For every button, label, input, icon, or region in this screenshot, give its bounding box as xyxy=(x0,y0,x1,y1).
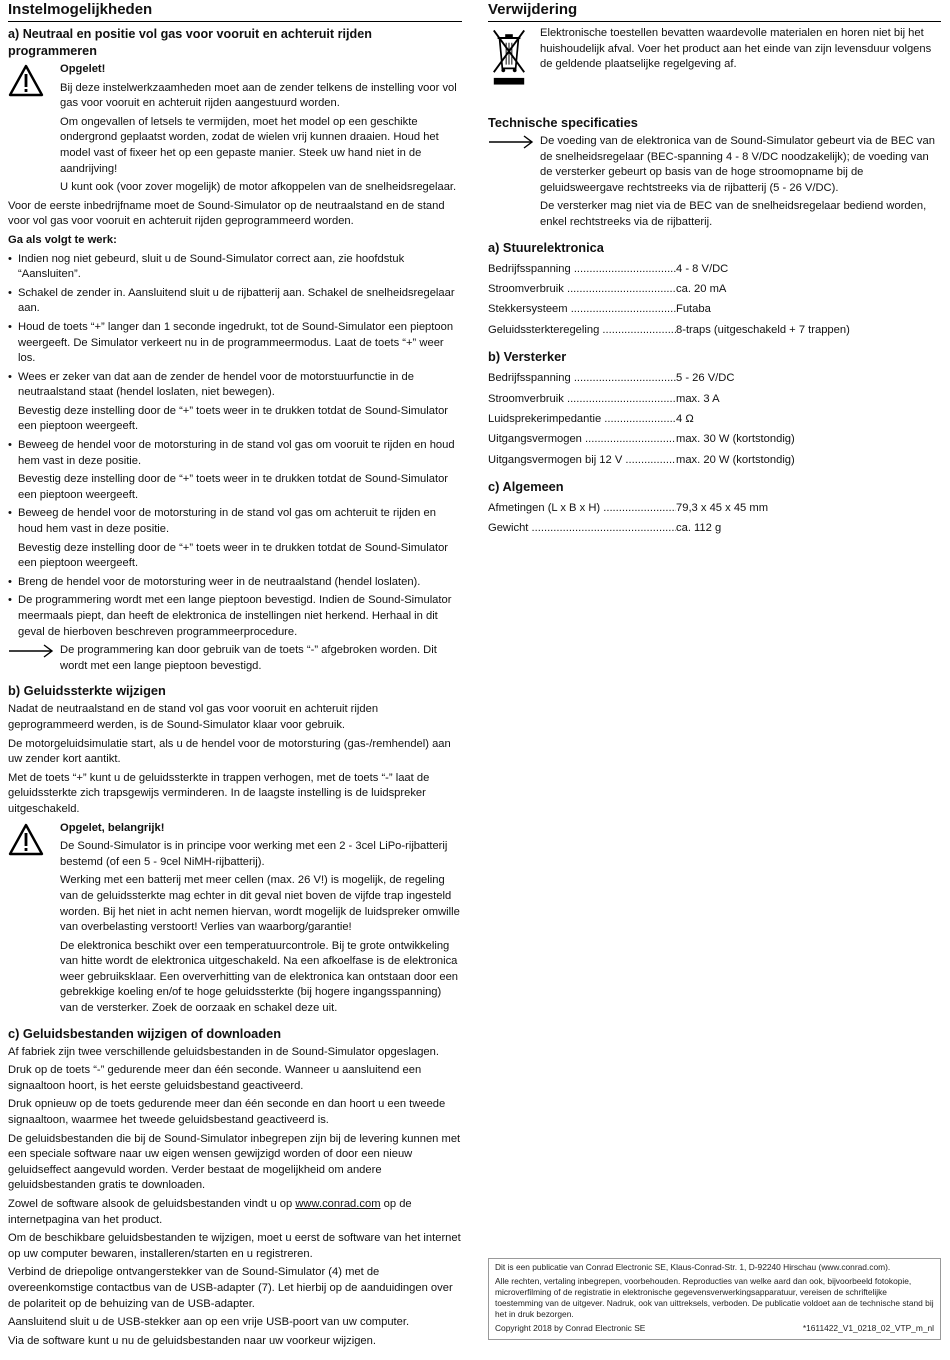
paragraph: Verbind de driepolige ontvangerstekker van de Sound-Simulator (4) met de overeenkomstige contactbus van de USB-adapter (7). Let hierbij op de aanduidingen over de polariteit op de behuizing van de USB-adapter. xyxy=(8,1266,453,1310)
right-column xyxy=(488,0,941,539)
paragraph: Zowel de software alsook de geluidsbestanden vindt u op www.conrad.com op de internetpagina van het product. xyxy=(8,1198,412,1226)
section-c-heading: c) Geluidsbestanden wijzigen of downloaden xyxy=(8,1025,282,1041)
warning-title: Opgelet! xyxy=(60,63,106,75)
list-item: • Breng de hendel voor de motorsturing weer in de neutraalstand (hendel loslaten). xyxy=(8,575,462,591)
imprint-rights: Alle rechten, vertaling inbegrepen, voorbehouden. Reproducties van welke aard dan ook, bijvoorbeeld fotokopie, microverfilming of de registratie in elektronische gegevensverwerkingsapparatuur, vereisen de schriftelijke toestemming van de uitgever. Nadruk, ook van uittreksels, verboden. De publicatie voldoet aan de technische stand bij het in druk bezorgen. xyxy=(495,1276,934,1319)
paragraph: De geluidsbestanden die bij de Sound-Simulator inbegrepen zijn bij de levering kunnen met een speciale software naar uw eigen wensen gewijzigd worden of door een nieuw geluidseffect aangevuld worden. Verder bestaat de mogelijkheid om andere geluidsbestanden gratis te downloaden. xyxy=(8,1132,461,1192)
list-item: • Indien nog niet gebeurd, sluit u de Sound-Simulator correct aan, zie hoofdstuk “Aansluiten”. xyxy=(8,252,462,283)
paragraph: Met de toets “+” kunt u de geluidssterkte in trappen verhogen, met de toets “-” laat de geluidssterkte zich trapsgewijs verminderen. In de laagste instelling is de luidspreker uitgeschakeld. xyxy=(8,771,430,815)
spec-group-heading: c) Algemeen xyxy=(488,479,564,495)
list-item: • Schakel de zender in. Aansluitend sluit u de rijbatterij aan. Schakel de snelheidsregelaar aan. xyxy=(8,286,462,317)
disposal-title: Verwijdering xyxy=(488,0,941,22)
list-item: • Houd de toets “+” langer dan 1 seconde ingedrukt, tot de Sound-Simulator een pieptoon weergeeft. De Simulator verkeert nu in de programmeermodus. Laat de toets “+” weer los. xyxy=(8,320,462,367)
note-block xyxy=(8,643,462,674)
spec-row: Bedrijfsspanning ..... 4 - 8 V/DC xyxy=(488,259,941,279)
note-text: De programmering kan door gebruik van de toets “-” afgebroken worden. Dit wordt met een lange pieptoon bevestigd. xyxy=(60,644,437,672)
copyright-text: Copyright 2018 by Conrad Electronic SE xyxy=(495,1323,646,1333)
paragraph: Druk opnieuw op de toets gedurende meer dan één seconde en dan hoort u een tweede signaaltoon, waarmee het tweede geluidsbestand geactiveerd is. xyxy=(8,1098,446,1127)
document-code: *1611422_V1_0218_02_VTP_m_nl xyxy=(802,1323,934,1333)
paragraph: Af fabriek zijn twee verschillende geluidsbestanden in de Sound-Simulator opgeslagen. xyxy=(8,1045,439,1058)
tech-paragraph: De versterker mag niet via de BEC van de snelheidsregelaar bediend worden, enkel rechtstreeks via de rijbatterij. xyxy=(540,200,927,228)
warning-block-b xyxy=(8,821,462,1017)
warning-paragraph: De elektronica beschikt over een temperatuurcontrole. Bij te grote ontwikkeling van hitte wordt de elektronica uitgeschakeld. Na een afkoelfase is de elektronica weer gebruiksklaar. Een oververhitting van de elektronica kan ontstaan door een gebrekkige koeling en/of te hoge geluidssterkte (bij hogere ingangsspanning) van de versterker. Zoek de oorzaak en schakel deze uit. xyxy=(60,939,459,1015)
warning-paragraph: Om ongevallen of letsels te vermijden, moet het model op een geschikte ondergrond geplaatst worden, zodat de wielen vrij kunnen draaien. Houd het model vast of fixeer het op een gepaste manier. Steek uw hand niet in de aandrijving! xyxy=(60,115,439,175)
spec-group-heading: b) Versterker xyxy=(488,349,567,365)
conrad-link[interactable]: www.conrad.com xyxy=(295,1198,381,1210)
list-item: • Beweeg de hendel voor de motorsturing in de stand vol gas om achteruit te rijden en houd hem vast in deze positie. Bevestig deze instelling door de “+” toets weer in te drukken totdat de Sound-Simulator een pieptoon weergeeft. xyxy=(8,506,462,571)
warning-paragraph: Bij deze instelwerkzaamheden moet aan de zender telkens de instelling voor vol gas voor vooruit en achteruit rijden aangestuurd worden. xyxy=(60,81,457,110)
tech-note-block xyxy=(488,134,941,231)
tech-title: Technische specificaties xyxy=(488,115,638,130)
paragraph: Via de software kunt u nu de geluidsbestanden naar uw voorkeur wijzigen. xyxy=(8,1334,376,1347)
spec-row: Uitgangsvermogen bij 12 V ..... max. 20 W (kortstondig) xyxy=(488,450,941,470)
paragraph: Aansluitend sluit u de USB-stekker aan op een vrije USB-poort van uw computer. xyxy=(8,1316,410,1329)
spec-row: Afmetingen (L x B x H) ..... 79,3 x 45 x 45 mm xyxy=(488,498,941,518)
arrow-right-icon xyxy=(488,135,534,149)
warning-paragraph: Werking met een batterij met meer cellen (max. 26 V!) is mogelijk, de regeling van de geluidssterkte mag echter in dit geval niet boven de vijfde trap ingesteld worden. Bij het niet in acht nemen hiervan, wordt mogelijk de luidspreker omwille van overbelasting verstoort! Verlies van waarborg/garantie! xyxy=(60,874,460,934)
page-title: Instelmogelijkheden xyxy=(8,0,462,22)
steps-heading: Ga als volgt te werk: xyxy=(8,233,117,246)
paragraph: Om de beschikbare geluidsbestanden te wijzigen, moet u eerst de software van het internet op uw computer bewaren, installeren/starten en u registreren. xyxy=(8,1232,461,1260)
paragraph: De motorgeluidsimulatie start, als u de hendel voor de motorsturing (gas-/remhendel) aan uw zender kort aantikt. xyxy=(8,737,451,766)
spec-row: Stroomverbruik ..... ca. 20 mA xyxy=(488,279,941,299)
list-item: • De programmering wordt met een lange pieptoon bevestigd. Indien de Sound-Simulator meermaals piept, dan heeft de elektronica de instellingen niet herkend. Herhaal in dit geval de hierboven beschreven programmeerprocedure. xyxy=(8,593,462,640)
imprint-box xyxy=(488,1258,941,1340)
steps-list xyxy=(8,252,462,641)
warning-icon xyxy=(8,64,44,98)
intro-paragraph: Voor de eerste inbedrijfname moet de Sound-Simulator op de neutraalstand en de stand voor vol gas voor vooruit en achteruit rijden geprogrammeerd worden. xyxy=(8,199,445,228)
arrow-right-icon xyxy=(8,644,54,658)
spec-row: Geluidssterkteregeling ..... 8-traps (uitgeschakeld + 7 trappen) xyxy=(488,320,941,340)
disposal-text: Elektronische toestellen bevatten waardevolle materialen en horen niet bij het huishoudelijk afval. Voer het product aan het einde van zijn levensduur volgens de geldende plaatselijke regelgeving af. xyxy=(540,27,932,71)
left-column xyxy=(8,0,462,1352)
spec-row: Stekkersysteem ..... Futaba xyxy=(488,299,941,319)
section-a-heading: a) Neutraal en positie vol gas voor vooruit en achteruit rijden programmeren xyxy=(8,27,372,58)
warning-block-a xyxy=(8,62,462,196)
paragraph: Nadat de neutraalstand en de stand vol gas voor vooruit en achteruit rijden geprogrammeerd werden, is de Sound-Simulator klaar voor gebruik. xyxy=(8,703,379,731)
spec-row: Gewicht ..... ca. 112 g xyxy=(488,518,941,538)
warning-paragraph: U kunt ook (voor zover mogelijk) de motor afkoppelen van de snelheidsregelaar. xyxy=(60,181,457,194)
warning-title: Opgelet, belangrijk! xyxy=(60,821,165,834)
imprint-line: Dit is een publicatie van Conrad Electronic SE, Klaus-Conrad-Str. 1, D-92240 Hirschau (www.conrad.com). xyxy=(495,1262,891,1272)
tech-paragraph: De voeding van de elektronica van de Sound-Simulator gebeurt via de BEC van de snelheidsregelaar (BEC-spanning 4 - 8 V/DC noodzakelijk); de voeding van de versterker gebeurt op basis van de hoge stroomopname bij de geluidsweergave rechtstreeks via de rijbatterij (5 - 26 V/DC). xyxy=(540,135,935,194)
spec-row: Bedrijfsspanning ..... 5 - 26 V/DC xyxy=(488,368,941,388)
spec-row: Luidsprekerimpedantie ..... 4 Ω xyxy=(488,409,941,429)
spec-row: Stroomverbruik ..... max. 3 A xyxy=(488,389,941,409)
paragraph: Druk op de toets “-” gedurende meer dan één seconde. Wanneer u aansluitend een signaaltoon hoort, is het eerste geluidsbestand geactiveerd. xyxy=(8,1064,422,1092)
spec-group-heading: a) Stuurelektronica xyxy=(488,239,604,255)
list-item: • Beweeg de hendel voor de motorsturing in de stand vol gas om vooruit te rijden en houd hem vast in deze positie. Bevestig deze instelling door de “+” toets weer in te drukken totdat de Sound-Simulator een pieptoon weergeeft. xyxy=(8,438,462,503)
disposal-block xyxy=(488,26,941,96)
list-item: • Wees er zeker van dat aan de zender de hendel voor de motorstuurfunctie in de neutraalstand staat (hendel loslaten, niet bewegen). Bevestig deze instelling door de “+” toets weer in te drukken totdat de Sound-Simulator een pieptoon weergeeft. xyxy=(8,370,462,435)
crossed-bin-icon xyxy=(490,26,528,88)
warning-paragraph: De Sound-Simulator is in principe voor werking met een 2 - 3cel LiPo-rijbatterij bestemd (of een 5 - 9cel NiMH-rijbatterij). xyxy=(60,840,448,868)
warning-icon xyxy=(8,823,44,857)
section-b-heading: b) Geluidssterkte wijzigen xyxy=(8,683,166,699)
spec-row: Uitgangsvermogen ..... max. 30 W (kortstondig) xyxy=(488,429,941,449)
